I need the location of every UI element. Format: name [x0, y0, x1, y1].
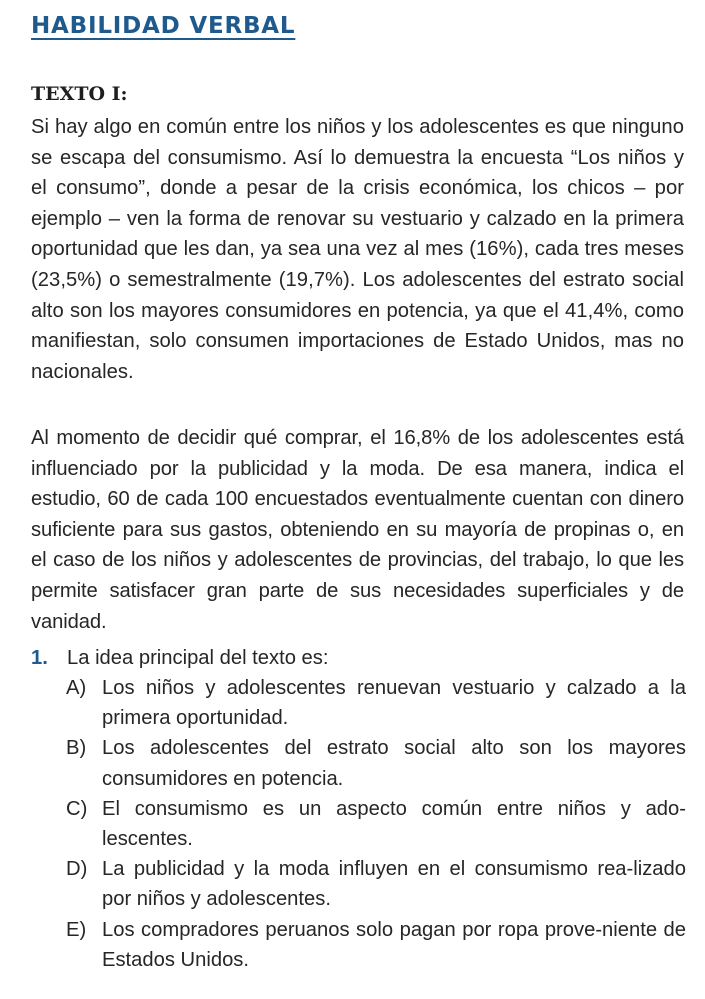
- option-text: Los compradores peruanos solo pagan por ropa prove-niente de Estados Unidos.: [102, 918, 686, 971]
- option-letter: D): [66, 858, 88, 881]
- option-text: El consumismo es un aspecto común entre niños y ado-lescentes.: [102, 797, 686, 851]
- passage-paragraph-1: Si hay algo en común entre los niños y los adolescentes es que ninguno se escapa del consumismo. Así lo demuestra la encuesta “Los niños y el consumo”, donde a pesar de la crisis económica, los chicos – por ejemplo – ven la forma de renovar su vestuario y calzado en la primera oportunidad que les dan, ya sea una vez al mes (16%), cada tres meses (23,5%) o semestralmente (19,7%). Los adolescentes del estrato social alto son los mayores consumidores en potencia, ya que el 41,4%, como manifiestan, solo consumen importaciones de Estado Unidos, mas no nacionales.: [31, 116, 684, 383]
- question-text: La idea principal del texto es:: [67, 647, 329, 669]
- answer-option-d[interactable]: [66, 854, 686, 914]
- option-letter: C): [66, 797, 88, 820]
- passage-paragraph-2: Al momento de decidir qué comprar, el 16,8% de los adolescentes está influenciado por la publicidad y la moda. De esa manera, indica el estudio, 60 de cada 100 encuestados eventualmente cuentan con dinero suficiente para sus gastos, obteniendo en su mayoría de propinas o, en el caso de los niños y adolescentes de provincias, del trabajo, lo que les permite satisfacer gran parte de sus necesidades superficiales y de vanidad.: [31, 427, 684, 633]
- option-letter: A): [66, 677, 87, 699]
- answer-option-c[interactable]: [66, 794, 686, 854]
- text-heading: TEXTO I:: [31, 83, 128, 105]
- option-text: Los adolescentes del estrato social alto son los mayores consumidores en potencia.: [102, 737, 686, 790]
- section-title: HABILIDAD VERBAL: [31, 13, 296, 39]
- option-letter: B): [66, 737, 87, 760]
- answer-options: [66, 673, 686, 975]
- question-prompt: [31, 643, 328, 673]
- option-letter: E): [66, 918, 87, 941]
- question-number: 1.: [31, 647, 48, 669]
- answer-option-e[interactable]: [66, 915, 686, 975]
- option-text: Los niños y adolescentes renuevan vestuario y calzado a la primera oportunidad.: [102, 677, 686, 730]
- option-text: La publicidad y la moda influyen en el consumismo rea-lizado por niños y adolescentes.: [102, 858, 686, 911]
- answer-option-a[interactable]: [66, 673, 686, 733]
- answer-option-b[interactable]: [66, 733, 686, 793]
